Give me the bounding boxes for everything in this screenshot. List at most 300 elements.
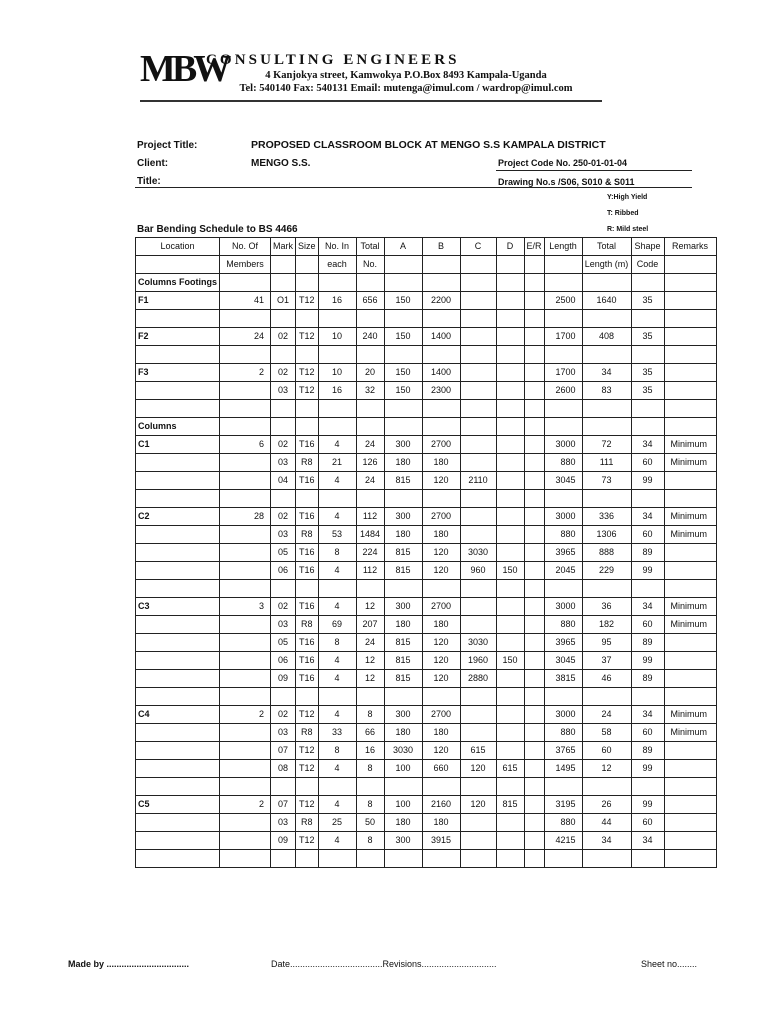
cell-d: 815: [496, 796, 524, 814]
cell-d: [496, 364, 524, 382]
cell-mem: [220, 832, 271, 850]
cell-rem: [664, 400, 716, 418]
cell-b: [422, 274, 460, 292]
cell-each: 10: [318, 364, 356, 382]
cell-mark: [271, 490, 296, 508]
cell-len: 3815: [544, 670, 582, 688]
cell-len: [544, 850, 582, 868]
cell-er: [524, 778, 544, 796]
cell-loc: [136, 670, 220, 688]
cell-b: [422, 778, 460, 796]
cell-size: T12: [296, 382, 319, 400]
header-each: each: [318, 256, 356, 274]
cell-mem: [220, 562, 271, 580]
cell-d: [496, 814, 524, 832]
cell-er: [524, 364, 544, 382]
cell-a: [384, 310, 422, 328]
table-row: [136, 454, 717, 472]
cell-tlen: 12: [582, 760, 631, 778]
cell-d: [496, 778, 524, 796]
header-mark: Mark: [271, 238, 296, 256]
cell-each: 4: [318, 706, 356, 724]
cell-mem: [220, 454, 271, 472]
cell-rem: [664, 832, 716, 850]
cell-c: [460, 526, 496, 544]
cell-total: 16: [356, 742, 384, 760]
cell-tlen: [582, 850, 631, 868]
cell-rem: [664, 382, 716, 400]
cell-c: [460, 778, 496, 796]
header-d: D: [496, 238, 524, 256]
cell-len: [544, 346, 582, 364]
cell-d: 150: [496, 652, 524, 670]
cell-loc: C2: [136, 508, 220, 526]
cell-mark: 03: [271, 724, 296, 742]
cell-mark: 03: [271, 382, 296, 400]
cell-loc: [136, 634, 220, 652]
cell-mark: 05: [271, 634, 296, 652]
cell-rem: Minimum: [664, 526, 716, 544]
cell-len: 880: [544, 454, 582, 472]
cell-loc: [136, 346, 220, 364]
cell-total: 112: [356, 562, 384, 580]
cell-shape: 34: [631, 598, 664, 616]
cell-rem: [664, 652, 716, 670]
cell-rem: [664, 364, 716, 382]
cell-len: 2045: [544, 562, 582, 580]
cell-c: [460, 346, 496, 364]
cell-rem: Minimum: [664, 508, 716, 526]
bar-bending-schedule-table: [135, 237, 717, 868]
cell-len: [544, 688, 582, 706]
cell-len: 880: [544, 616, 582, 634]
cell-rem: [664, 670, 716, 688]
cell-each: [318, 346, 356, 364]
cell-loc: [136, 562, 220, 580]
cell-tlen: 37: [582, 652, 631, 670]
cell-a: 815: [384, 472, 422, 490]
cell-tlen: 182: [582, 616, 631, 634]
cell-mem: 3: [220, 598, 271, 616]
cell-b: [422, 346, 460, 364]
cell-d: 615: [496, 760, 524, 778]
cell-d: [496, 346, 524, 364]
cell-b: 120: [422, 742, 460, 760]
cell-c: [460, 832, 496, 850]
cell-d: [496, 382, 524, 400]
schedule-body: [136, 274, 717, 868]
cell-len: 4215: [544, 832, 582, 850]
cell-total: 50: [356, 814, 384, 832]
cell-b: 120: [422, 562, 460, 580]
cell-total: 24: [356, 634, 384, 652]
cell-d: [496, 742, 524, 760]
table-row-f2: [136, 328, 717, 346]
cell-c: 3030: [460, 544, 496, 562]
header-code: Code: [631, 256, 664, 274]
cell-shape: 99: [631, 796, 664, 814]
cell-c: [460, 436, 496, 454]
cell-total: 8: [356, 832, 384, 850]
cell-a: 150: [384, 292, 422, 310]
cell-each: [318, 580, 356, 598]
cell-total: 126: [356, 454, 384, 472]
header-c: C: [460, 238, 496, 256]
cell-c: 615: [460, 742, 496, 760]
cell-d: [496, 400, 524, 418]
cell-total: 224: [356, 544, 384, 562]
cell-er: [524, 328, 544, 346]
cell-mem: [220, 580, 271, 598]
cell-each: 33: [318, 724, 356, 742]
cell-loc: [136, 526, 220, 544]
cell-size: R8: [296, 814, 319, 832]
cell-loc: [136, 616, 220, 634]
table-row: [136, 832, 717, 850]
cell-size: T16: [296, 508, 319, 526]
cell-rem: [664, 490, 716, 508]
cell-tlen: [582, 688, 631, 706]
cell-size: T16: [296, 652, 319, 670]
project-title: PROPOSED CLASSROOM BLOCK AT MENGO S.S KAMPALA DISTRICT: [251, 139, 606, 151]
cell-tlen: [582, 778, 631, 796]
cell-b: 120: [422, 544, 460, 562]
date-revisions-field: Date.....................................Revisions..............................: [271, 959, 497, 969]
made-by-field: Made by .................................: [68, 959, 190, 969]
cell-c: [460, 418, 496, 436]
cell-b: 1400: [422, 364, 460, 382]
cell-a: 300: [384, 436, 422, 454]
cell-total: [356, 310, 384, 328]
cell-er: [524, 796, 544, 814]
header-total-length: Total: [582, 238, 631, 256]
cell-shape: 35: [631, 328, 664, 346]
cell-rem: [664, 796, 716, 814]
cell-total: 12: [356, 670, 384, 688]
cell-loc: Columns: [136, 418, 220, 436]
cell-d: [496, 688, 524, 706]
cell-each: 25: [318, 814, 356, 832]
cell-loc: F3: [136, 364, 220, 382]
table-row: [136, 616, 717, 634]
cell-size: R8: [296, 616, 319, 634]
cell-a: [384, 688, 422, 706]
cell-shape: 89: [631, 670, 664, 688]
cell-tlen: 1306: [582, 526, 631, 544]
cell-total: [356, 490, 384, 508]
cell-size: T12: [296, 364, 319, 382]
table-row: [136, 526, 717, 544]
cell-b: 1400: [422, 328, 460, 346]
cell-d: [496, 418, 524, 436]
table-row-c4: [136, 706, 717, 724]
cell-each: 4: [318, 562, 356, 580]
table-row: [136, 760, 717, 778]
cell-a: 150: [384, 382, 422, 400]
cell-d: [496, 490, 524, 508]
cell-loc: [136, 742, 220, 760]
cell-size: T16: [296, 436, 319, 454]
cell-b: [422, 850, 460, 868]
cell-rem: [664, 814, 716, 832]
cell-rem: [664, 418, 716, 436]
cell-a: [384, 580, 422, 598]
table-row: [136, 310, 717, 328]
cell-mark: 05: [271, 544, 296, 562]
cell-size: T16: [296, 562, 319, 580]
cell-tlen: 26: [582, 796, 631, 814]
cell-loc: C3: [136, 598, 220, 616]
firm-contacts: Tel: 540140 Fax: 540131 Email: mutenga@imul.com / wardrop@imul.com: [239, 83, 573, 94]
cell-b: 180: [422, 526, 460, 544]
cell-mem: 6: [220, 436, 271, 454]
cell-tlen: [582, 418, 631, 436]
cell-mem: [220, 616, 271, 634]
cell-rem: [664, 472, 716, 490]
cell-len: 1700: [544, 364, 582, 382]
cell-tlen: 336: [582, 508, 631, 526]
cell-a: 150: [384, 364, 422, 382]
cell-loc: [136, 652, 220, 670]
cell-c: [460, 814, 496, 832]
cell-shape: 89: [631, 544, 664, 562]
cell-c: [460, 274, 496, 292]
cell-er: [524, 274, 544, 292]
cell-tlen: 1640: [582, 292, 631, 310]
cell-rem: [664, 760, 716, 778]
cell-d: [496, 580, 524, 598]
cell-mark: 07: [271, 796, 296, 814]
cell-c: [460, 598, 496, 616]
cell-mark: [271, 310, 296, 328]
cell-each: [318, 418, 356, 436]
title-underline: [135, 187, 692, 188]
cell-mark: 03: [271, 814, 296, 832]
cell-len: 3965: [544, 634, 582, 652]
cell-a: [384, 418, 422, 436]
cell-total: [356, 850, 384, 868]
cell-size: [296, 850, 319, 868]
cell-len: [544, 418, 582, 436]
cell-size: T12: [296, 742, 319, 760]
cell-rem: [664, 688, 716, 706]
cell-d: [496, 832, 524, 850]
cell-shape: [631, 490, 664, 508]
cell-mem: [220, 724, 271, 742]
cell-c: [460, 688, 496, 706]
cell-mem: [220, 742, 271, 760]
cell-tlen: 229: [582, 562, 631, 580]
cell-tlen: [582, 274, 631, 292]
cell-loc: Columns Footings: [136, 274, 220, 292]
cell-len: [544, 778, 582, 796]
table-row: [136, 580, 717, 598]
cell-shape: 34: [631, 706, 664, 724]
cell-each: 69: [318, 616, 356, 634]
cell-a: 180: [384, 454, 422, 472]
cell-shape: 34: [631, 508, 664, 526]
cell-total: 240: [356, 328, 384, 346]
cell-loc: [136, 778, 220, 796]
cell-c: [460, 508, 496, 526]
cell-mark: [271, 580, 296, 598]
cell-len: 3000: [544, 508, 582, 526]
table-row: [136, 346, 717, 364]
cell-mem: [220, 688, 271, 706]
cell-tlen: [582, 346, 631, 364]
cell-rem: [664, 634, 716, 652]
cell-d: [496, 850, 524, 868]
cell-loc: C5: [136, 796, 220, 814]
cell-rem: Minimum: [664, 454, 716, 472]
cell-each: 4: [318, 832, 356, 850]
cell-mark: 08: [271, 760, 296, 778]
project-code-underline: [496, 170, 692, 171]
cell-rem: [664, 850, 716, 868]
cell-size: T12: [296, 832, 319, 850]
header-members: Members: [220, 256, 271, 274]
legend-mild-steel: R: Mild steel: [607, 226, 649, 233]
cell-len: 2600: [544, 382, 582, 400]
cell-er: [524, 850, 544, 868]
cell-mark: [271, 274, 296, 292]
cell-c: 960: [460, 562, 496, 580]
cell-len: [544, 400, 582, 418]
cell-d: [496, 472, 524, 490]
table-row-c1: [136, 436, 717, 454]
cell-shape: 60: [631, 526, 664, 544]
cell-shape: 60: [631, 724, 664, 742]
table-row-c2: [136, 508, 717, 526]
cell-shape: 99: [631, 472, 664, 490]
cell-shape: 99: [631, 562, 664, 580]
cell-b: 3915: [422, 832, 460, 850]
cell-mem: [220, 418, 271, 436]
cell-c: [460, 850, 496, 868]
cell-tlen: 24: [582, 706, 631, 724]
cell-size: R8: [296, 724, 319, 742]
cell-a: [384, 346, 422, 364]
cell-a: [384, 490, 422, 508]
cell-mem: [220, 850, 271, 868]
letterhead-rule: [140, 100, 602, 102]
cell-total: 207: [356, 616, 384, 634]
cell-b: 2700: [422, 508, 460, 526]
cell-size: R8: [296, 454, 319, 472]
cell-mark: [271, 778, 296, 796]
cell-a: [384, 400, 422, 418]
cell-loc: [136, 310, 220, 328]
cell-c: [460, 490, 496, 508]
cell-a: 300: [384, 508, 422, 526]
client-name: MENGO S.S.: [251, 158, 311, 169]
cell-a: 300: [384, 706, 422, 724]
cell-shape: [631, 418, 664, 436]
cell-er: [524, 670, 544, 688]
cell-a: [384, 778, 422, 796]
cell-b: 180: [422, 616, 460, 634]
cell-total: 8: [356, 760, 384, 778]
cell-shape: [631, 346, 664, 364]
cell-b: [422, 688, 460, 706]
cell-a: 100: [384, 796, 422, 814]
cell-mark: 02: [271, 328, 296, 346]
header-no-in: No. In: [318, 238, 356, 256]
cell-total: 1484: [356, 526, 384, 544]
cell-tlen: 46: [582, 670, 631, 688]
cell-mark: 02: [271, 436, 296, 454]
cell-a: [384, 850, 422, 868]
cell-c: [460, 310, 496, 328]
cell-shape: 35: [631, 292, 664, 310]
cell-size: [296, 310, 319, 328]
header-total: Total: [356, 238, 384, 256]
cell-mark: 03: [271, 616, 296, 634]
cell-er: [524, 400, 544, 418]
cell-c: [460, 616, 496, 634]
cell-len: 3965: [544, 544, 582, 562]
client-label: Client:: [137, 158, 169, 169]
header-length-m: Length (m): [582, 256, 631, 274]
cell-d: [496, 598, 524, 616]
header-length: Length: [544, 238, 582, 256]
cell-b: [422, 490, 460, 508]
cell-b: 180: [422, 814, 460, 832]
cell-each: 16: [318, 292, 356, 310]
cell-er: [524, 544, 544, 562]
cell-c: 2880: [460, 670, 496, 688]
cell-er: [524, 346, 544, 364]
cell-b: 180: [422, 454, 460, 472]
table-row-c3: [136, 598, 717, 616]
cell-rem: [664, 310, 716, 328]
cell-each: 4: [318, 508, 356, 526]
cell-loc: [136, 544, 220, 562]
cell-d: [496, 526, 524, 544]
cell-d: 150: [496, 562, 524, 580]
cell-len: [544, 580, 582, 598]
cell-er: [524, 724, 544, 742]
cell-mark: 02: [271, 706, 296, 724]
cell-mark: 06: [271, 562, 296, 580]
cell-total: 24: [356, 472, 384, 490]
header-a: A: [384, 238, 422, 256]
cell-er: [524, 832, 544, 850]
cell-shape: 99: [631, 760, 664, 778]
header-er: E/R: [524, 238, 544, 256]
cell-mark: 02: [271, 598, 296, 616]
cell-b: 120: [422, 670, 460, 688]
cell-d: [496, 544, 524, 562]
table-header-row-2: [136, 256, 717, 274]
cell-size: T16: [296, 670, 319, 688]
cell-mark: 04: [271, 472, 296, 490]
cell-mem: [220, 544, 271, 562]
cell-b: [422, 400, 460, 418]
cell-c: [460, 706, 496, 724]
cell-shape: 60: [631, 616, 664, 634]
cell-b: 120: [422, 652, 460, 670]
title-label: Title:: [137, 176, 161, 187]
cell-each: 4: [318, 760, 356, 778]
cell-loc: [136, 472, 220, 490]
cell-rem: [664, 328, 716, 346]
cell-each: [318, 688, 356, 706]
cell-c: [460, 580, 496, 598]
cell-er: [524, 526, 544, 544]
cell-c: 1960: [460, 652, 496, 670]
cell-tlen: 888: [582, 544, 631, 562]
